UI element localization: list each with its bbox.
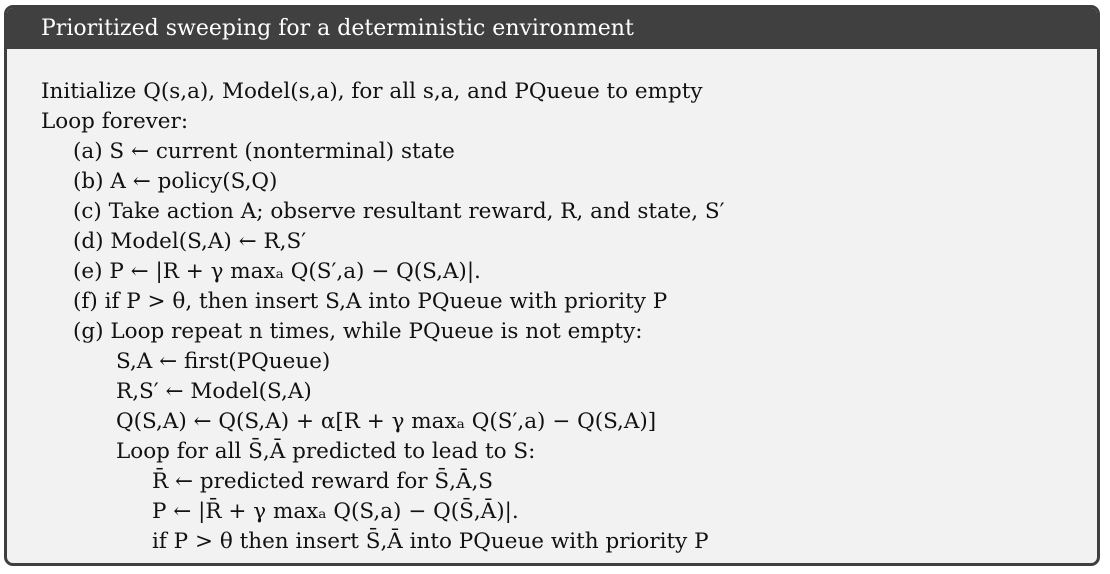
- algorithm-box: [4, 5, 1100, 566]
- algorithm-line-insert: if P > θ then insert S̄,Ā into PQueue with priority P: [152, 529, 709, 554]
- algorithm-line-pop-queue: S,A ← first(PQueue): [116, 349, 331, 374]
- algorithm-line-model-lookup: R,S′ ← Model(S,A): [116, 379, 312, 404]
- algorithm-step-a: (a) S ← current (nonterminal) state: [73, 139, 455, 164]
- algorithm-step-b: (b) A ← policy(S,Q): [73, 169, 278, 194]
- algorithm-line-priority: P ← |R̄ + γ maxₐ Q(S,a) − Q(S̄,Ā)|.: [152, 499, 519, 524]
- algorithm-line-loop-forever: Loop forever:: [41, 109, 189, 134]
- algorithm-title: Prioritized sweeping for a deterministic environment: [7, 8, 1097, 49]
- algorithm-step-d: (d) Model(S,A) ← R,S′: [73, 229, 307, 254]
- algorithm-line-predicted-reward: R̄ ← predicted reward for S̄,Ā,S: [152, 469, 494, 494]
- algorithm-line-initialize: Initialize Q(s,a), Model(s,a), for all s,a, and PQueue to empty: [41, 79, 703, 104]
- algorithm-step-c: (c) Take action A; observe resultant reward, R, and state, S′: [73, 199, 725, 224]
- algorithm-line-predecessor-loop: Loop for all S̄,Ā predicted to lead to S:: [116, 439, 536, 464]
- algorithm-step-g: (g) Loop repeat n times, while PQueue is not empty:: [73, 319, 643, 344]
- algorithm-step-f: (f) if P > θ, then insert S,A into PQueue with priority P: [73, 289, 668, 314]
- algorithm-body: [41, 73, 1077, 563]
- algorithm-line-q-update: Q(S,A) ← Q(S,A) + α[R + γ maxₐ Q(S′,a) − Q(S,A)]: [116, 409, 657, 434]
- algorithm-step-e: (e) P ← |R + γ maxₐ Q(S′,a) − Q(S,A)|.: [73, 259, 481, 284]
